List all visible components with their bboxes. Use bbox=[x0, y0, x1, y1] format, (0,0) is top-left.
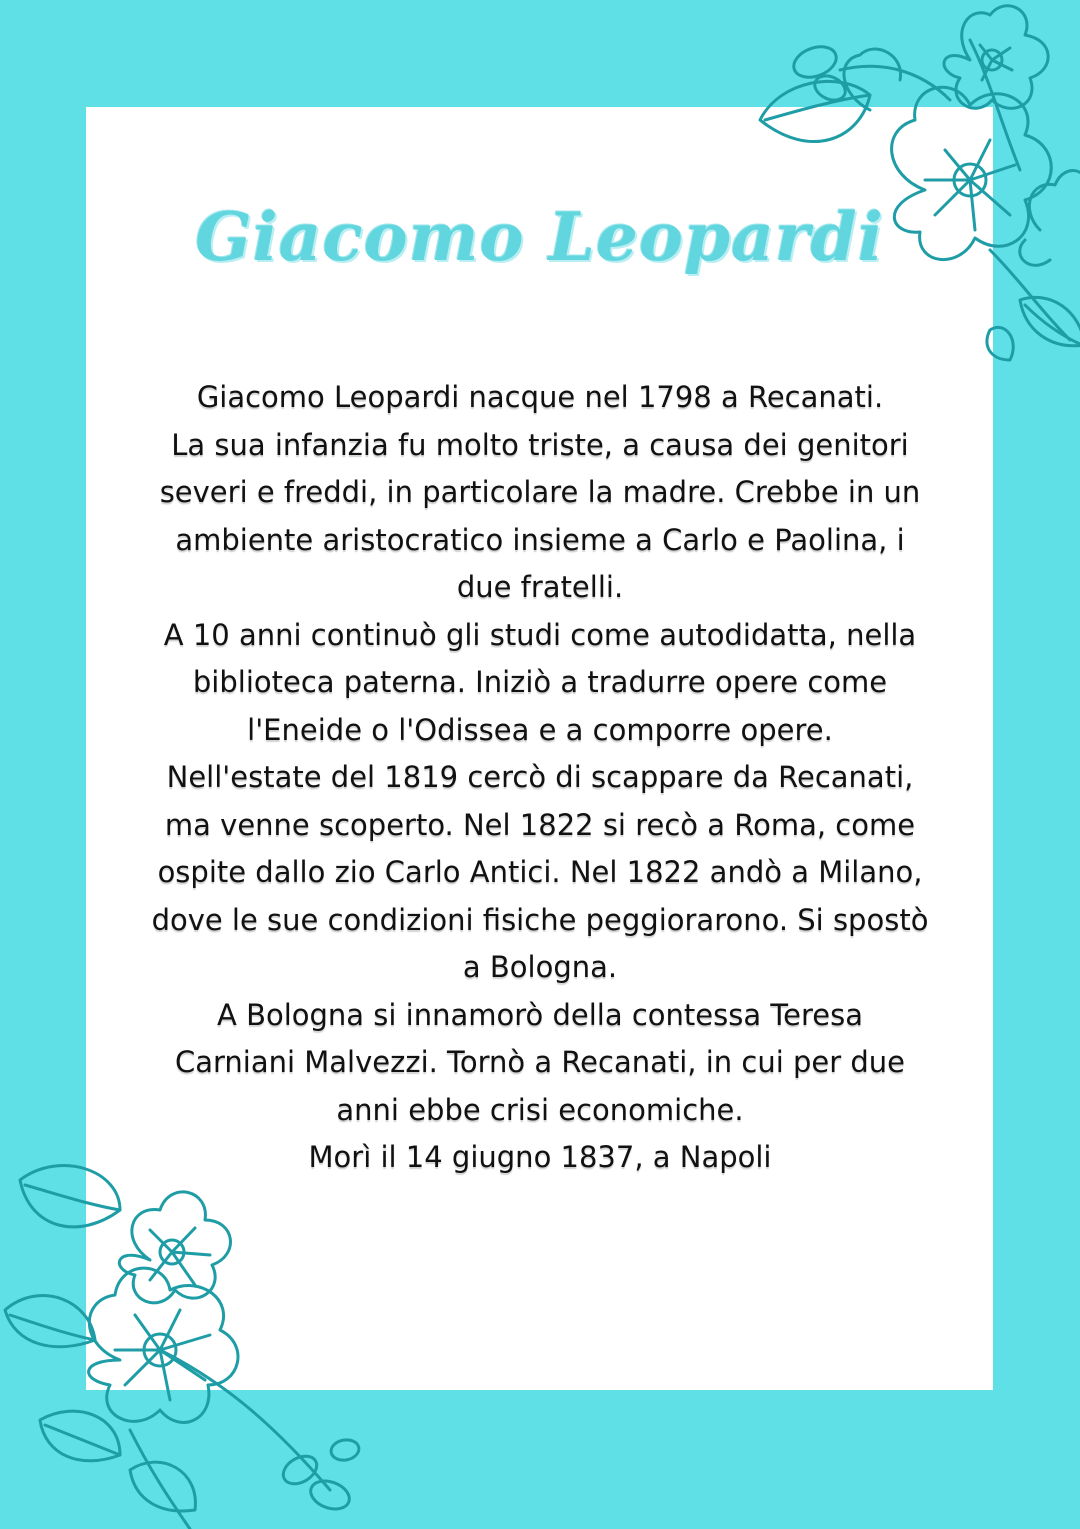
biography-line: Carniani Malvezzi. Tornò a Recanati, in cui per due bbox=[174, 1045, 906, 1079]
biography-line: ospite dallo zio Carlo Antici. Nel 1822 andò a Milano, bbox=[157, 855, 923, 889]
biography-text bbox=[100, 374, 980, 1182]
biography-line: anni ebbe crisi economiche. bbox=[336, 1092, 744, 1127]
biography-line: Morì il 14 giugno 1837, a Napoli bbox=[308, 1140, 772, 1174]
floral-corner-top-right-icon bbox=[720, 0, 1080, 380]
biography-line: a Bologna. bbox=[462, 950, 618, 984]
biography-line: Nell'estate del 1819 cercò di scappare da Recanati, bbox=[166, 760, 914, 794]
biography-line: biblioteca paterna. Iniziò a tradurre opere come bbox=[192, 665, 888, 699]
biography-line: La sua infanzia fu molto triste, a causa dei genitori bbox=[171, 427, 909, 462]
biography-line: severi e freddi, in particolare la madre. Crebbe in un bbox=[159, 475, 921, 509]
biography-line: A Bologna si innamorò della contessa Teresa bbox=[217, 997, 863, 1032]
biography-line: dove le sue condizioni fisiche peggiorarono. Si spostò bbox=[151, 902, 929, 937]
biography-line: Giacomo Leopardi nacque nel 1798 a Recanati. bbox=[196, 380, 884, 414]
biography-line: l'Eneide o l'Odissea e a comporre opere. bbox=[247, 712, 833, 747]
floral-corner-bottom-left-icon bbox=[0, 1150, 380, 1529]
biography-line: ambiente aristocratico insieme a Carlo e Paolina, i bbox=[175, 522, 905, 557]
biography-line: A 10 anni continuò gli studi come autodidatta, nella bbox=[163, 617, 917, 652]
biography-line: ma venne scoperto. Nel 1822 si recò a Roma, come bbox=[164, 807, 916, 842]
page-title: Giacomo Leopardi bbox=[195, 198, 884, 276]
biography-line: due fratelli. bbox=[456, 570, 624, 604]
